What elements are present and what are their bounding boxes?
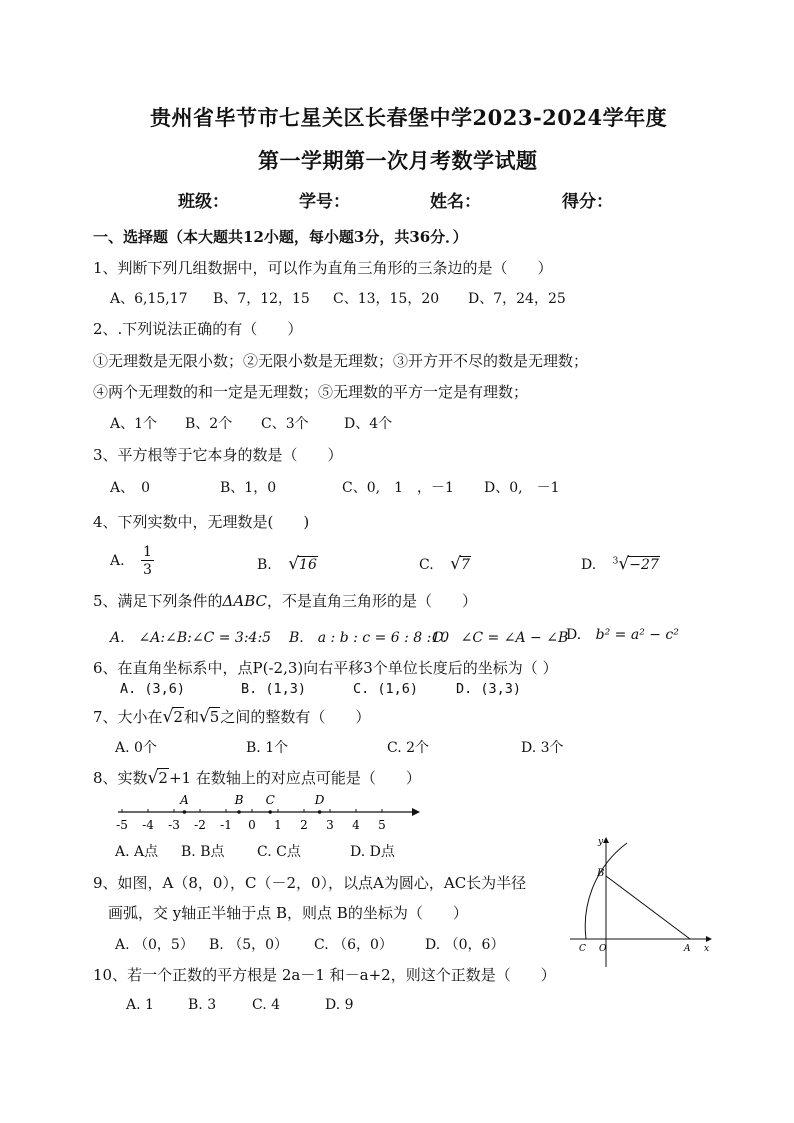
q5-option-d-expression: b² = a² − c² — [595, 627, 679, 643]
number-line-tick-label: -2 — [194, 818, 206, 832]
q2-option-d: D、4个 — [344, 416, 393, 432]
q4-option-b-label: B. — [257, 557, 272, 573]
q3-option-d: D、0, －1 — [484, 480, 560, 496]
q3-option-a: A、 0 — [110, 480, 151, 496]
q9-label-y: y — [598, 837, 604, 847]
q9-option-d: D. （0，6） — [425, 937, 505, 953]
number-line-point-c — [268, 810, 272, 814]
q7-option-c: C. 2个 — [387, 740, 430, 756]
student-id-label: 学号： — [299, 192, 350, 212]
q7-option-b: B. 1个 — [246, 740, 289, 756]
q10-stem: 10、若一个正数的平方根是 2a－1 和－a+2，则这个正数是（ ） — [93, 966, 556, 984]
number-line-tick-label: 0 — [248, 818, 256, 832]
q3-option-c: C、0, 1 ，－1 — [342, 480, 454, 496]
number-line-point-label: B — [234, 793, 244, 807]
q7-sqrt-5: √5 — [198, 707, 220, 727]
q4-fraction-numerator: 1 — [143, 544, 152, 560]
q2-option-a: A、1个 — [110, 416, 158, 432]
q4-stem: 4、下列实数中，无理数是( ) — [93, 513, 310, 531]
q4-option-d-label: D. — [581, 557, 597, 573]
q2-statements-line1: ①无理数是无限小数；②无限小数是无理数；③开方开不尽的数是无理数； — [93, 352, 589, 370]
number-line-tick-label: 3 — [326, 818, 334, 832]
q10-option-a: A. 1 — [126, 997, 154, 1013]
number-line-figure — [112, 790, 432, 832]
exam-title-line2: 第一学期第一次月考数学试题 — [258, 148, 538, 173]
q8-option-b: B. B点 — [181, 844, 225, 860]
class-label: 班级： — [178, 192, 229, 212]
q1-option-b: B、7，12，15 — [213, 291, 310, 307]
q4-fraction-denominator: 3 — [143, 562, 152, 578]
number-line-point-label: A — [180, 793, 189, 807]
number-line-point-a — [183, 810, 187, 814]
q1-option-d: D、7，24，25 — [468, 291, 566, 307]
q5-stem: 5、满足下列条件的ΔABC，不是直角三角形的是（ ） — [93, 592, 478, 610]
q8-option-a: A. A点 — [115, 844, 159, 860]
q3-option-b: B、1，0 — [220, 480, 277, 496]
q2-option-c: C、3个 — [261, 416, 309, 432]
q6-option-b: B. (1,3) — [241, 681, 307, 697]
q4-sqrt-7: √7 — [450, 554, 470, 574]
number-line-point-d — [318, 810, 322, 814]
q9-option-a: A. （0，5） — [115, 937, 194, 953]
q6-option-a: A. (3,6) — [120, 681, 186, 697]
q5-option-d: D. b² = a² − c² — [566, 627, 679, 643]
q10-option-d: D. 9 — [325, 997, 354, 1013]
q9-segment-ab — [606, 876, 690, 939]
q8-sqrt-2: √2 — [147, 768, 168, 788]
q9-label-c: C — [579, 944, 586, 954]
q5-option-a: A. ∠A:∠B:∠C = 3:4:5 — [110, 630, 272, 646]
q9-stem-line2: 画弧，交 y轴正半轴于点 B，则点 B的坐标为（ ） — [108, 904, 468, 922]
number-line-arrow-icon — [412, 808, 420, 816]
q6-stem: 6、在直角坐标系中，点P(-2,3)向右平移3个单位长度后的坐标为（ ） — [93, 659, 558, 677]
q10-option-c: C. 4 — [252, 997, 281, 1013]
section-heading: 一、选择题（本大题共12小题，每小题3分，共36分．） — [93, 228, 468, 246]
number-line-point-label: C — [265, 793, 275, 807]
q1-option-c: C、13，15，20 — [333, 291, 440, 307]
exam-title-line1: 贵州省毕节市七星关区长春堡中学2023-2024学年度 — [150, 105, 668, 130]
q4-option-a-label: A. — [110, 553, 125, 569]
number-line-tick-label: 4 — [352, 818, 360, 832]
q4-option-b — [257, 554, 318, 574]
number-line-tick-label: 5 — [378, 818, 386, 832]
q2-statements-line2: ④两个无理数的和一定是无理数；⑤无理数的平方一定是有理数； — [93, 383, 529, 401]
q1-option-a: A、6,15,17 — [110, 291, 188, 307]
number-line-point-b — [237, 810, 241, 814]
q9-coordinate-figure — [560, 833, 720, 971]
q9-label-b: B — [597, 868, 605, 879]
q9-x-arrow-icon — [706, 936, 712, 942]
number-line-tick-label: -4 — [142, 818, 154, 832]
q6-option-c: C. (1,6) — [353, 681, 419, 697]
number-line-point-label: D — [314, 793, 325, 807]
q2-stem: 2、.下列说法正确的有（ ） — [93, 320, 303, 338]
q6-option-d: D. (3,3) — [456, 681, 522, 697]
q1-stem: 1、判断下列几组数据中，可以作为直角三角形的三条边的是（ ） — [93, 259, 553, 277]
q4-option-d — [581, 554, 660, 574]
q4-option-c — [419, 554, 471, 574]
q8-stem: 8、实数√2+1 在数轴上的对应点可能是（ ） — [93, 768, 421, 788]
q10-option-b: B. 3 — [188, 997, 217, 1013]
q5-option-c: C. ∠C = ∠A − ∠B — [432, 630, 569, 646]
q4-cube-root: $^3$√−27 — [612, 554, 659, 574]
q9-y-arrow-icon — [603, 837, 609, 843]
q8-option-c: C. C点 — [257, 844, 301, 860]
q4-option-c-label: C. — [419, 557, 434, 573]
q4-sqrt-16: √16 — [288, 554, 317, 574]
score-label: 得分： — [562, 192, 613, 212]
number-line-tick-label: -3 — [168, 818, 180, 832]
q3-stem: 3、平方根等于它本身的数是（ ） — [93, 446, 343, 464]
number-line-tick-label: 1 — [274, 818, 282, 832]
q5-triangle: ΔABC — [222, 592, 267, 610]
q7-option-a: A. 0个 — [115, 740, 157, 756]
q9-option-c: C. （6，0） — [314, 937, 393, 953]
number-line-tick-label: -5 — [116, 818, 128, 832]
q9-label-o: O — [599, 944, 607, 954]
q9-stem: 9、如图，A（8，0），C（－2，0），以点A为圆心，AC长为半径 — [93, 874, 527, 892]
q5-option-b: B. a : b : c = 6 : 8 :10 — [289, 630, 450, 646]
q9-option-b: B. （5，0） — [209, 937, 289, 953]
q7-sqrt-2: √2 — [162, 707, 183, 727]
q7-option-d: D. 3个 — [521, 740, 564, 756]
q2-option-b: B、2个 — [185, 416, 233, 432]
q8-option-d: D. D点 — [350, 844, 395, 860]
number-line-tick-label: 2 — [300, 818, 308, 832]
q9-label-a: A — [684, 944, 691, 954]
q7-stem: 7、大小在√2和√5之间的整数有（ ） — [93, 707, 371, 727]
number-line-tick-label: -1 — [220, 818, 232, 832]
name-label: 姓名： — [430, 192, 481, 212]
q4-option-a — [110, 545, 154, 577]
q4-fraction — [141, 545, 154, 577]
q9-label-x: x — [704, 944, 710, 954]
